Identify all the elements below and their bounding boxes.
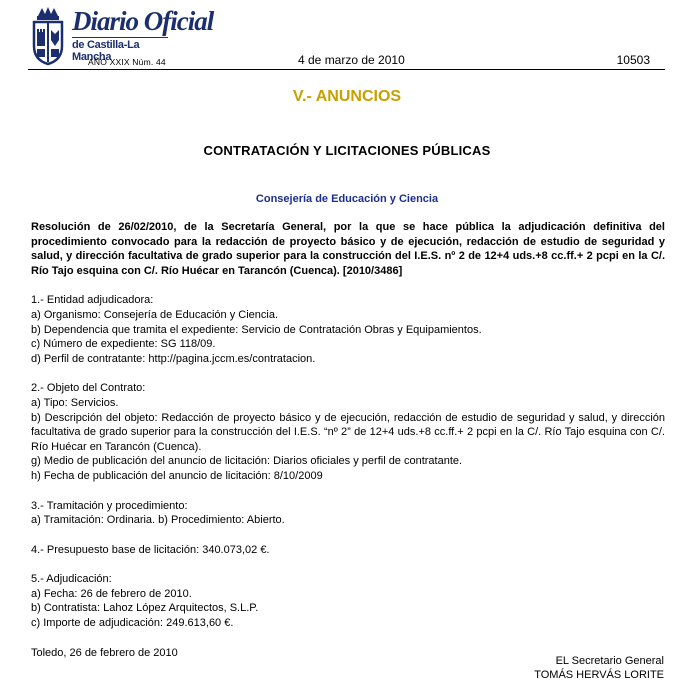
logo-subtitle: de Castilla-La Mancha (72, 37, 168, 63)
section-heading: 2.- Objeto del Contrato: (31, 382, 146, 395)
list-item: a) Tramitación: Ordinaria. b) Procedimiento: Abierto. (31, 514, 285, 527)
section-heading: 3.- Tramitación y procedimiento: (31, 499, 188, 512)
list-item: c) Importe de adjudicación: 249.613,60 €. (31, 617, 234, 630)
section-2-objeto (31, 381, 665, 483)
list-item: b) Dependencia que tramita el expediente: Servicio de Contratación Obras y Equipamientos. (31, 323, 482, 336)
list-item: a) Fecha: 26 de febrero de 2010. (31, 587, 192, 600)
list-item: c) Número de expediente: SG 118/09. (31, 338, 216, 351)
issue-number: AÑO XXIX Núm. 44 (88, 57, 166, 67)
list-item: a) Tipo: Servicios. (31, 396, 119, 409)
section-title: V.- ANUNCIOS (292, 88, 402, 105)
castilla-la-mancha-crest-icon (28, 6, 68, 66)
section-5-adjudicacion (31, 572, 665, 630)
signer-name: TOMÁS HERVÁS LORITE (534, 669, 664, 682)
page-number: 10503 (616, 53, 650, 67)
logo-title: Diario Oficial (72, 6, 214, 36)
department-title: Consejería de Educación y Ciencia (255, 193, 439, 205)
header-divider (28, 69, 665, 70)
signer-title: EL Secretario General (555, 655, 664, 667)
section-1-entidad (31, 293, 665, 366)
section-heading: 4.- Presupuesto base de licitación: 340.073,02 €. (31, 543, 270, 556)
list-item: d) Perfil de contratante: http://pagina.jccm.es/contratacion. (31, 352, 316, 365)
list-item: h) Fecha de publicación del anuncio de licitación: 8/10/2009 (31, 469, 323, 482)
list-item: b) Descripción del objeto: Redacción de proyecto básico y de ejecución, redacción de estudio de seguridad y salud, y dirección facultativa de grado superior para la construcción del I.E.S. “nº 2” de 12+4 uds.+8 cc.ff.+ 2 pcpi en la C/. Río Tajo esquina con C/. Río Huécar en Tarancón (Cuenca). (31, 411, 665, 453)
page-header (0, 0, 694, 70)
list-item: a) Organismo: Consejería de Educación y Ciencia. (31, 308, 279, 321)
list-item: b) Contratista: Lahoz López Arquitectos, S.L.P. (31, 602, 259, 615)
section-heading: 5.- Adjudicación: (31, 573, 112, 586)
signature-block (534, 654, 664, 683)
section-4-presupuesto (31, 543, 665, 558)
document-body (31, 220, 665, 660)
section-3-tramitacion (31, 499, 665, 528)
publication-date: 4 de marzo de 2010 (298, 53, 405, 67)
subsection-title: CONTRATACIÓN Y LICITACIONES PÚBLICAS (203, 143, 491, 158)
resolution-heading: Resolución de 26/02/2010, de la Secretaría General, por la que se hace pública la adjudicación definitiva del procedimiento convocado para la redacción de proyecto básico y de ejecución, redacción de estudio de seguridad y salud, y dirección facultativa de grado superior para la construcción del I.E.S. nº 2 de 12+4 uds.+8 cc.ff.+ 2 pcpi en la C/. Río Tajo esquina con C/. Río Huécar en Tarancón (Cuenca). [2010/3486] (31, 221, 665, 277)
place-and-date: Toledo, 26 de febrero de 2010 (31, 646, 178, 659)
list-item: g) Medio de publicación del anuncio de licitación: Diarios oficiales y perfil de contratante. (31, 455, 463, 468)
section-heading: 1.- Entidad adjudicadora: (31, 294, 154, 307)
